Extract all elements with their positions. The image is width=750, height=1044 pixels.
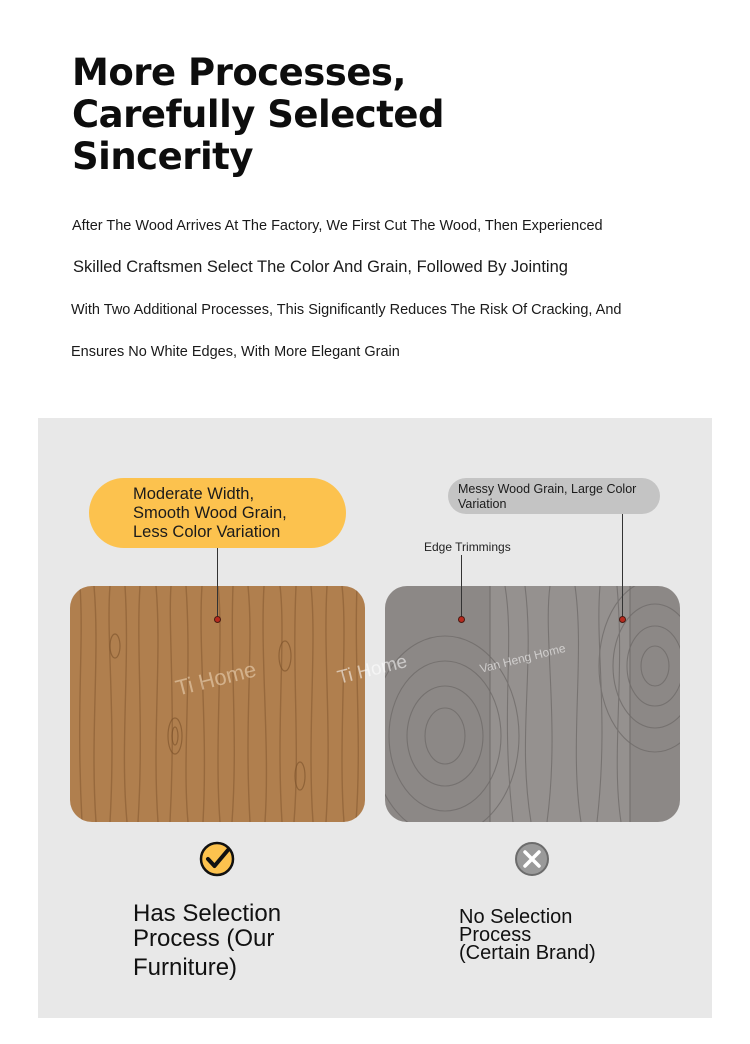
x-circle-icon	[514, 841, 550, 877]
good-callout-line-3: Less Color Variation	[133, 523, 281, 541]
description-line-2: Skilled Craftsmen Select The Color And Grain, Followed By Jointing	[73, 258, 568, 276]
page-title	[72, 52, 444, 178]
bad-marker-dot	[619, 616, 626, 623]
good-callout	[89, 478, 346, 548]
good-wood-watermark: Ti Home	[172, 656, 259, 701]
title-line-2: Carefully Selected	[72, 93, 444, 136]
good-caption-line-2: Process (Our	[133, 925, 275, 952]
bad-wood-watermark: Van Heng Home	[478, 640, 567, 676]
description-line-3: With Two Additional Processes, This Significantly Reduces The Risk Of Cracking, And	[71, 302, 622, 318]
good-caption	[133, 901, 281, 980]
bad-callout-line-2: Variation	[458, 497, 507, 511]
title-line-1: More Processes,	[72, 51, 406, 94]
bad-callout-line-1: Messy Wood Grain, Large Color	[458, 482, 637, 496]
bad-wood-sample	[385, 586, 680, 822]
description-line-1: After The Wood Arrives At The Factory, We First Cut The Wood, Then Experienced	[72, 218, 603, 234]
bad-caption-line-3: (Certain Brand)	[459, 942, 596, 964]
good-marker-dot	[214, 616, 221, 623]
title-line-3: Sincerity	[72, 135, 253, 178]
good-callout-line-2: Smooth Wood Grain,	[133, 504, 287, 522]
check-circle-icon	[199, 841, 235, 877]
bad-callout	[448, 478, 660, 514]
good-caption-line-1: Has Selection	[133, 900, 282, 927]
edge-marker-dot	[458, 616, 465, 623]
bad-wood-grain	[385, 586, 680, 822]
good-callout-line-1: Moderate Width,	[133, 485, 255, 503]
edge-trimmings-leader	[461, 555, 462, 618]
bad-caption-line-1: No Selection	[459, 906, 573, 928]
description-line-4: Ensures No White Edges, With More Elegant Grain	[71, 344, 400, 360]
bad-caption	[459, 908, 596, 962]
center-watermark: Ti Home	[335, 651, 410, 689]
good-caption-line-3: Furniture)	[133, 954, 238, 981]
edge-trimmings-label: Edge Trimmings	[424, 540, 511, 554]
bad-callout-leader	[622, 514, 623, 618]
bad-caption-line-2: Process	[459, 924, 532, 946]
good-callout-leader	[217, 548, 218, 618]
